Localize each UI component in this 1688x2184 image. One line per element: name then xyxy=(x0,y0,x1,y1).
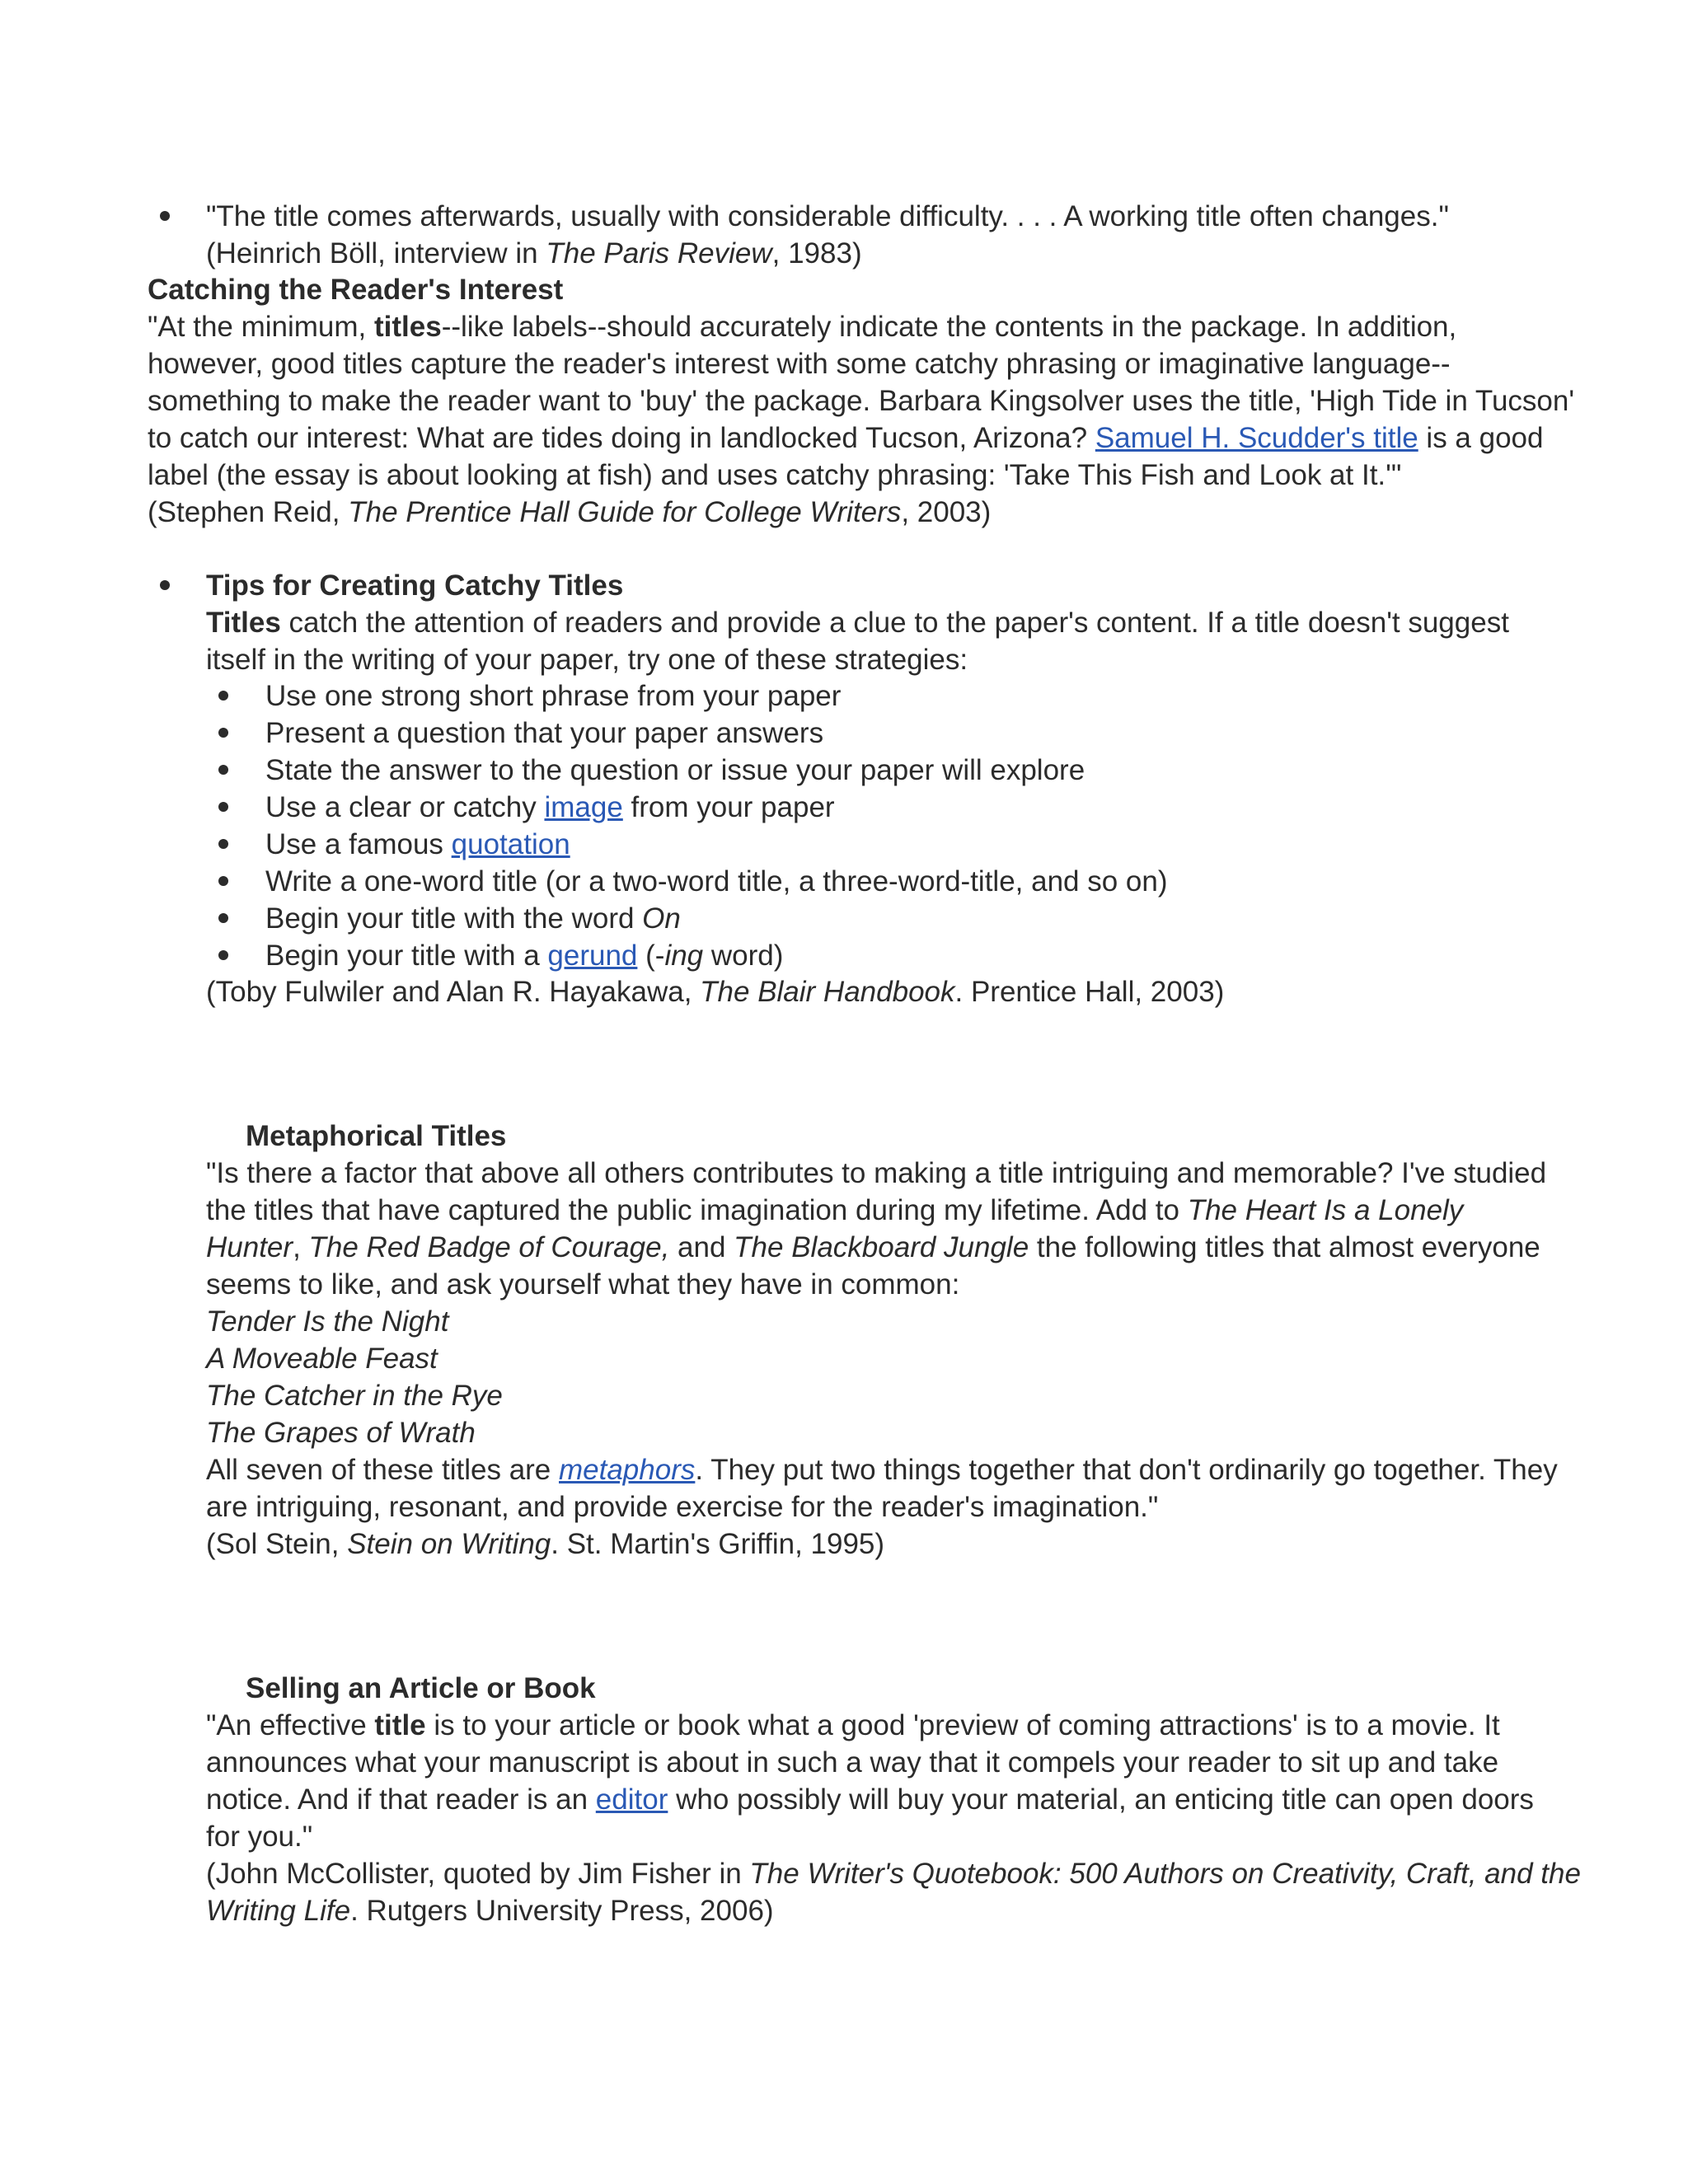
paragraph-line: label (the essay is about looking at fish) and uses catchy phrasing: 'Take This Fish and Look at It.'" xyxy=(148,459,1402,491)
paragraph-line xyxy=(206,1192,1558,1229)
metaphor-heading: Metaphorical Titles xyxy=(246,1120,507,1152)
interest-section xyxy=(148,271,1574,531)
paragraph-line: announces what your manuscript is about in such a way that it compels your reader to sit up and take xyxy=(206,1746,1499,1779)
citation-source: Stein on Writing xyxy=(347,1528,551,1560)
bold-text: Titles xyxy=(206,607,281,639)
text: Begin your title with a xyxy=(265,940,548,972)
list-item xyxy=(265,789,1168,826)
bullet-icon xyxy=(218,876,228,886)
text: word) xyxy=(703,940,784,972)
paragraph-line xyxy=(148,419,1574,457)
bullet-icon xyxy=(218,839,228,849)
citation-text: (Stephen Reid, xyxy=(148,496,349,528)
tips-heading: Tips for Creating Catchy Titles xyxy=(206,569,624,602)
book-title xyxy=(206,1414,1558,1451)
list-item: Use one strong short phrase from your paper xyxy=(265,680,842,712)
list-item: State the answer to the question or issue your paper will explore xyxy=(265,754,1085,786)
bullet-icon xyxy=(218,802,228,812)
citation-text: . Prentice Hall, 2003) xyxy=(954,976,1225,1008)
text: , xyxy=(293,1231,309,1263)
metaphor-citation xyxy=(206,1526,1558,1563)
text: "An effective xyxy=(206,1709,375,1741)
list-item xyxy=(265,826,1168,863)
quotation-link[interactable]: quotation xyxy=(451,828,570,860)
paragraph-line xyxy=(206,1707,1581,1744)
editor-link[interactable]: editor xyxy=(595,1783,668,1816)
selling-citation-line2 xyxy=(206,1892,1581,1929)
metaphor-section xyxy=(206,1118,1558,1563)
text: the following titles that almost everyone xyxy=(1029,1231,1540,1263)
book-title xyxy=(206,1340,1558,1377)
citation-text: (Sol Stein, xyxy=(206,1528,348,1560)
bullet-icon xyxy=(218,765,228,775)
citation-text: (John McCollister, quoted by Jim Fisher in xyxy=(206,1858,750,1890)
boll-citation xyxy=(206,235,1449,272)
paragraph-line xyxy=(148,308,1574,345)
italic-text: ing xyxy=(664,940,704,972)
citation-source: The Writer's Quotebook: 500 Authors on Creativity, Craft, and the xyxy=(749,1858,1581,1890)
text: "At the minimum, xyxy=(148,311,374,343)
bold-text: titles xyxy=(374,311,442,343)
list-item xyxy=(265,937,1168,974)
italic-text: The Red Badge of Courage, xyxy=(308,1231,670,1263)
paragraph-line: seems to like, and ask yourself what they have in common: xyxy=(206,1268,960,1301)
bullet-icon xyxy=(160,211,170,221)
citation-text: (Heinrich Böll, interview in xyxy=(206,237,546,269)
italic-text: A Moveable Feast xyxy=(206,1343,438,1375)
tips-section xyxy=(206,567,1509,678)
text: from your paper xyxy=(622,791,835,823)
book-title xyxy=(206,1303,1558,1340)
text: is a good xyxy=(1418,422,1544,454)
text: Use a famous xyxy=(265,828,452,860)
citation-source: The Prentice Hall Guide for College Writers xyxy=(348,496,902,528)
citation-text: . Rutgers University Press, 2006) xyxy=(350,1895,774,1927)
text: Use a clear or catchy xyxy=(265,791,545,823)
selling-heading: Selling an Article or Book xyxy=(246,1672,596,1704)
paragraph-line: "Is there a factor that above all others contributes to making a title intriguing and memorable? I've studied xyxy=(206,1157,1547,1189)
citation-text: . St. Martin's Griffin, 1995) xyxy=(551,1528,885,1560)
italic-text: Tender Is the Night xyxy=(206,1305,449,1338)
text: . They put two things together that don't ordinarily go together. They xyxy=(695,1454,1558,1486)
text: is to your article or book what a good 'preview of coming attractions' is to a movie. It xyxy=(425,1709,1500,1741)
citation-line xyxy=(206,973,1224,1010)
text: the titles that have captured the public imagination during my lifetime. Add to xyxy=(206,1194,1188,1226)
strategy-list xyxy=(265,677,1168,974)
text: (- xyxy=(637,940,665,972)
text: --like labels--should accurately indicate the contents in the package. In addition, xyxy=(441,311,1457,343)
interest-citation xyxy=(148,494,1574,531)
text: who possibly will buy your material, an enticing title can open doors xyxy=(668,1783,1534,1816)
citation-text: (Toby Fulwiler and Alan R. Hayakawa, xyxy=(206,976,701,1008)
citation-source: The Paris Review xyxy=(546,237,772,269)
interest-heading: Catching the Reader's Interest xyxy=(148,274,564,306)
tips-intro-line2: itself in the writing of your paper, try one of these strategies: xyxy=(206,644,968,676)
bold-text: title xyxy=(374,1709,426,1741)
metaphors-link[interactable] xyxy=(559,1454,695,1486)
citation-source: The Blair Handbook xyxy=(700,976,955,1008)
selling-citation xyxy=(206,1855,1581,1892)
text: to catch our interest: What are tides doing in landlocked Tucson, Arizona? xyxy=(148,422,1095,454)
tips-citation xyxy=(206,973,1224,1010)
bullet-icon xyxy=(160,580,170,590)
italic-text: The Blackboard Jungle xyxy=(734,1231,1029,1263)
image-link[interactable]: image xyxy=(544,791,623,823)
boll-quote-text: "The title comes afterwards, usually with considerable difficulty. . . . A working title often changes." xyxy=(206,200,1449,232)
text: All seven of these titles are xyxy=(206,1454,559,1486)
text: notice. And if that reader is an xyxy=(206,1783,596,1816)
bullet-icon xyxy=(218,913,228,923)
text: Begin your title with the word xyxy=(265,902,643,935)
paragraph-line: however, good titles capture the reader's interest with some catchy phrasing or imaginative language-- xyxy=(148,348,1451,380)
paragraph-line: are intriguing, resonant, and provide exercise for the reader's imagination." xyxy=(206,1491,1159,1523)
scudder-title-link[interactable]: Samuel H. Scudder's title xyxy=(1095,422,1418,454)
tips-intro xyxy=(206,604,1509,641)
italic-text: Hunter xyxy=(206,1231,293,1263)
italic-text: metaphors xyxy=(559,1454,696,1486)
paragraph-line xyxy=(206,1781,1581,1818)
italic-text: The Catcher in the Rye xyxy=(206,1380,503,1412)
list-item: Write a one-word title (or a two-word title, a three-word-title, and so on) xyxy=(265,865,1168,898)
bullet-icon xyxy=(218,691,228,701)
paragraph-line xyxy=(206,1451,1558,1488)
citation-text: , 1983) xyxy=(771,237,862,269)
boll-quote xyxy=(206,198,1449,272)
bullet-icon xyxy=(218,950,228,960)
list-item xyxy=(265,900,1168,937)
book-title xyxy=(206,1377,1558,1414)
citation-source: Writing Life xyxy=(206,1895,351,1927)
paragraph-line xyxy=(206,1229,1558,1266)
text: and xyxy=(669,1231,734,1263)
italic-text: The Grapes of Wrath xyxy=(206,1417,476,1449)
italic-text: On xyxy=(642,902,681,935)
selling-section xyxy=(206,1670,1581,1929)
paragraph-line: something to make the reader want to 'buy' the package. Barbara Kingsolver uses the title, 'High Tide in Tucson' xyxy=(148,385,1575,417)
paragraph-line: for you." xyxy=(206,1821,313,1853)
gerund-link[interactable]: gerund xyxy=(547,940,638,972)
text: catch the attention of readers and provide a clue to the paper's content. If a title doesn't suggest xyxy=(280,607,1509,639)
list-item: Present a question that your paper answers xyxy=(265,717,824,749)
bullet-icon xyxy=(218,728,228,738)
italic-text: The Heart Is a Lonely xyxy=(1187,1194,1464,1226)
citation-text: , 2003) xyxy=(901,496,992,528)
